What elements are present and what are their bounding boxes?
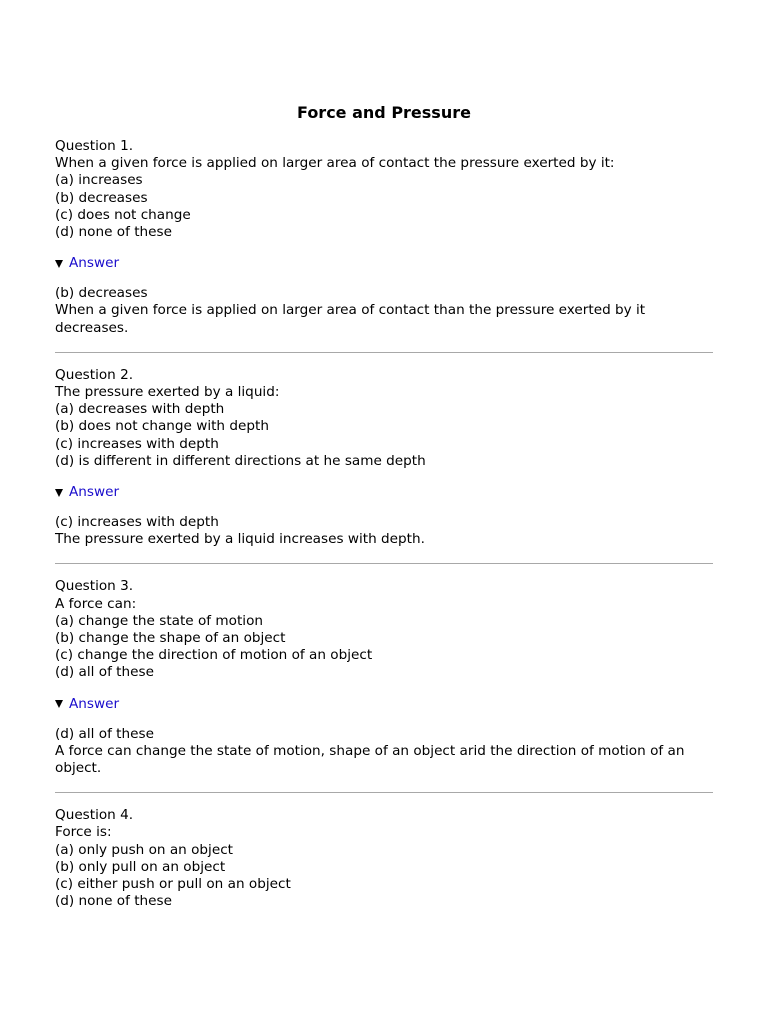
option-c: (c) either push or pull on an object: [55, 876, 291, 893]
question-4: [55, 807, 713, 910]
answer-toggle[interactable]: [55, 255, 713, 272]
option-d: (d) none of these: [55, 224, 172, 241]
disclosure-triangle-icon: [55, 489, 63, 497]
answer-toggle[interactable]: [55, 484, 713, 501]
option-a: (a) change the state of motion: [55, 612, 264, 629]
document-page: [55, 102, 713, 911]
question-number: Question 2.: [55, 366, 134, 383]
question-number: Question 3.: [55, 578, 134, 595]
question-text: The pressure exerted by a liquid:: [55, 384, 280, 401]
option-a: (a) increases: [55, 172, 143, 189]
answer-explanation: A force can change the state of motion, shape of an object arid the direction of motion of an object.: [55, 742, 685, 777]
page-title: Force and Pressure: [297, 103, 471, 122]
answer-toggle-label: Answer: [69, 255, 120, 272]
option-a: (a) only push on an object: [55, 841, 234, 858]
answer-choice: (c) increases with depth: [55, 514, 219, 531]
answer-toggle-label: Answer: [69, 483, 120, 500]
answer-toggle[interactable]: [55, 696, 713, 713]
question-2: [55, 367, 713, 549]
answer-toggle-label: Answer: [69, 695, 120, 712]
answer-explanation: The pressure exerted by a liquid increases with depth.: [55, 531, 425, 548]
question-number: Question 4.: [55, 807, 134, 824]
option-b: (b) decreases: [55, 189, 148, 206]
answer-body: [55, 285, 713, 337]
option-d: (d) all of these: [55, 664, 154, 681]
question-1: [55, 138, 713, 337]
divider: [55, 792, 713, 793]
option-d: (d) none of these: [55, 893, 172, 910]
option-c: (c) change the direction of motion of an object: [55, 647, 373, 664]
option-c: (c) does not change: [55, 206, 191, 223]
option-c: (c) increases with depth: [55, 435, 219, 452]
divider: [55, 563, 713, 564]
question-number: Question 1.: [55, 138, 134, 154]
answer-choice: (b) decreases: [55, 285, 148, 302]
question-text: Force is:: [55, 824, 112, 841]
option-b: (b) change the shape of an object: [55, 630, 286, 647]
disclosure-triangle-icon: [55, 700, 63, 708]
disclosure-triangle-icon: [55, 260, 63, 268]
answer-body: [55, 726, 713, 778]
question-3: [55, 578, 713, 777]
question-text: When a given force is applied on larger area of contact the pressure exerted by it:: [55, 155, 615, 172]
answer-body: [55, 514, 713, 548]
option-d: (d) is different in different directions at he same depth: [55, 452, 426, 469]
answer-choice: (d) all of these: [55, 725, 154, 742]
answer-explanation: When a given force is applied on larger area of contact than the pressure exerted by it decreases.: [55, 302, 646, 336]
option-b: (b) does not change with depth: [55, 418, 269, 435]
divider: [55, 352, 713, 353]
option-a: (a) decreases with depth: [55, 401, 225, 418]
option-b: (b) only pull on an object: [55, 858, 226, 875]
question-text: A force can:: [55, 595, 137, 612]
